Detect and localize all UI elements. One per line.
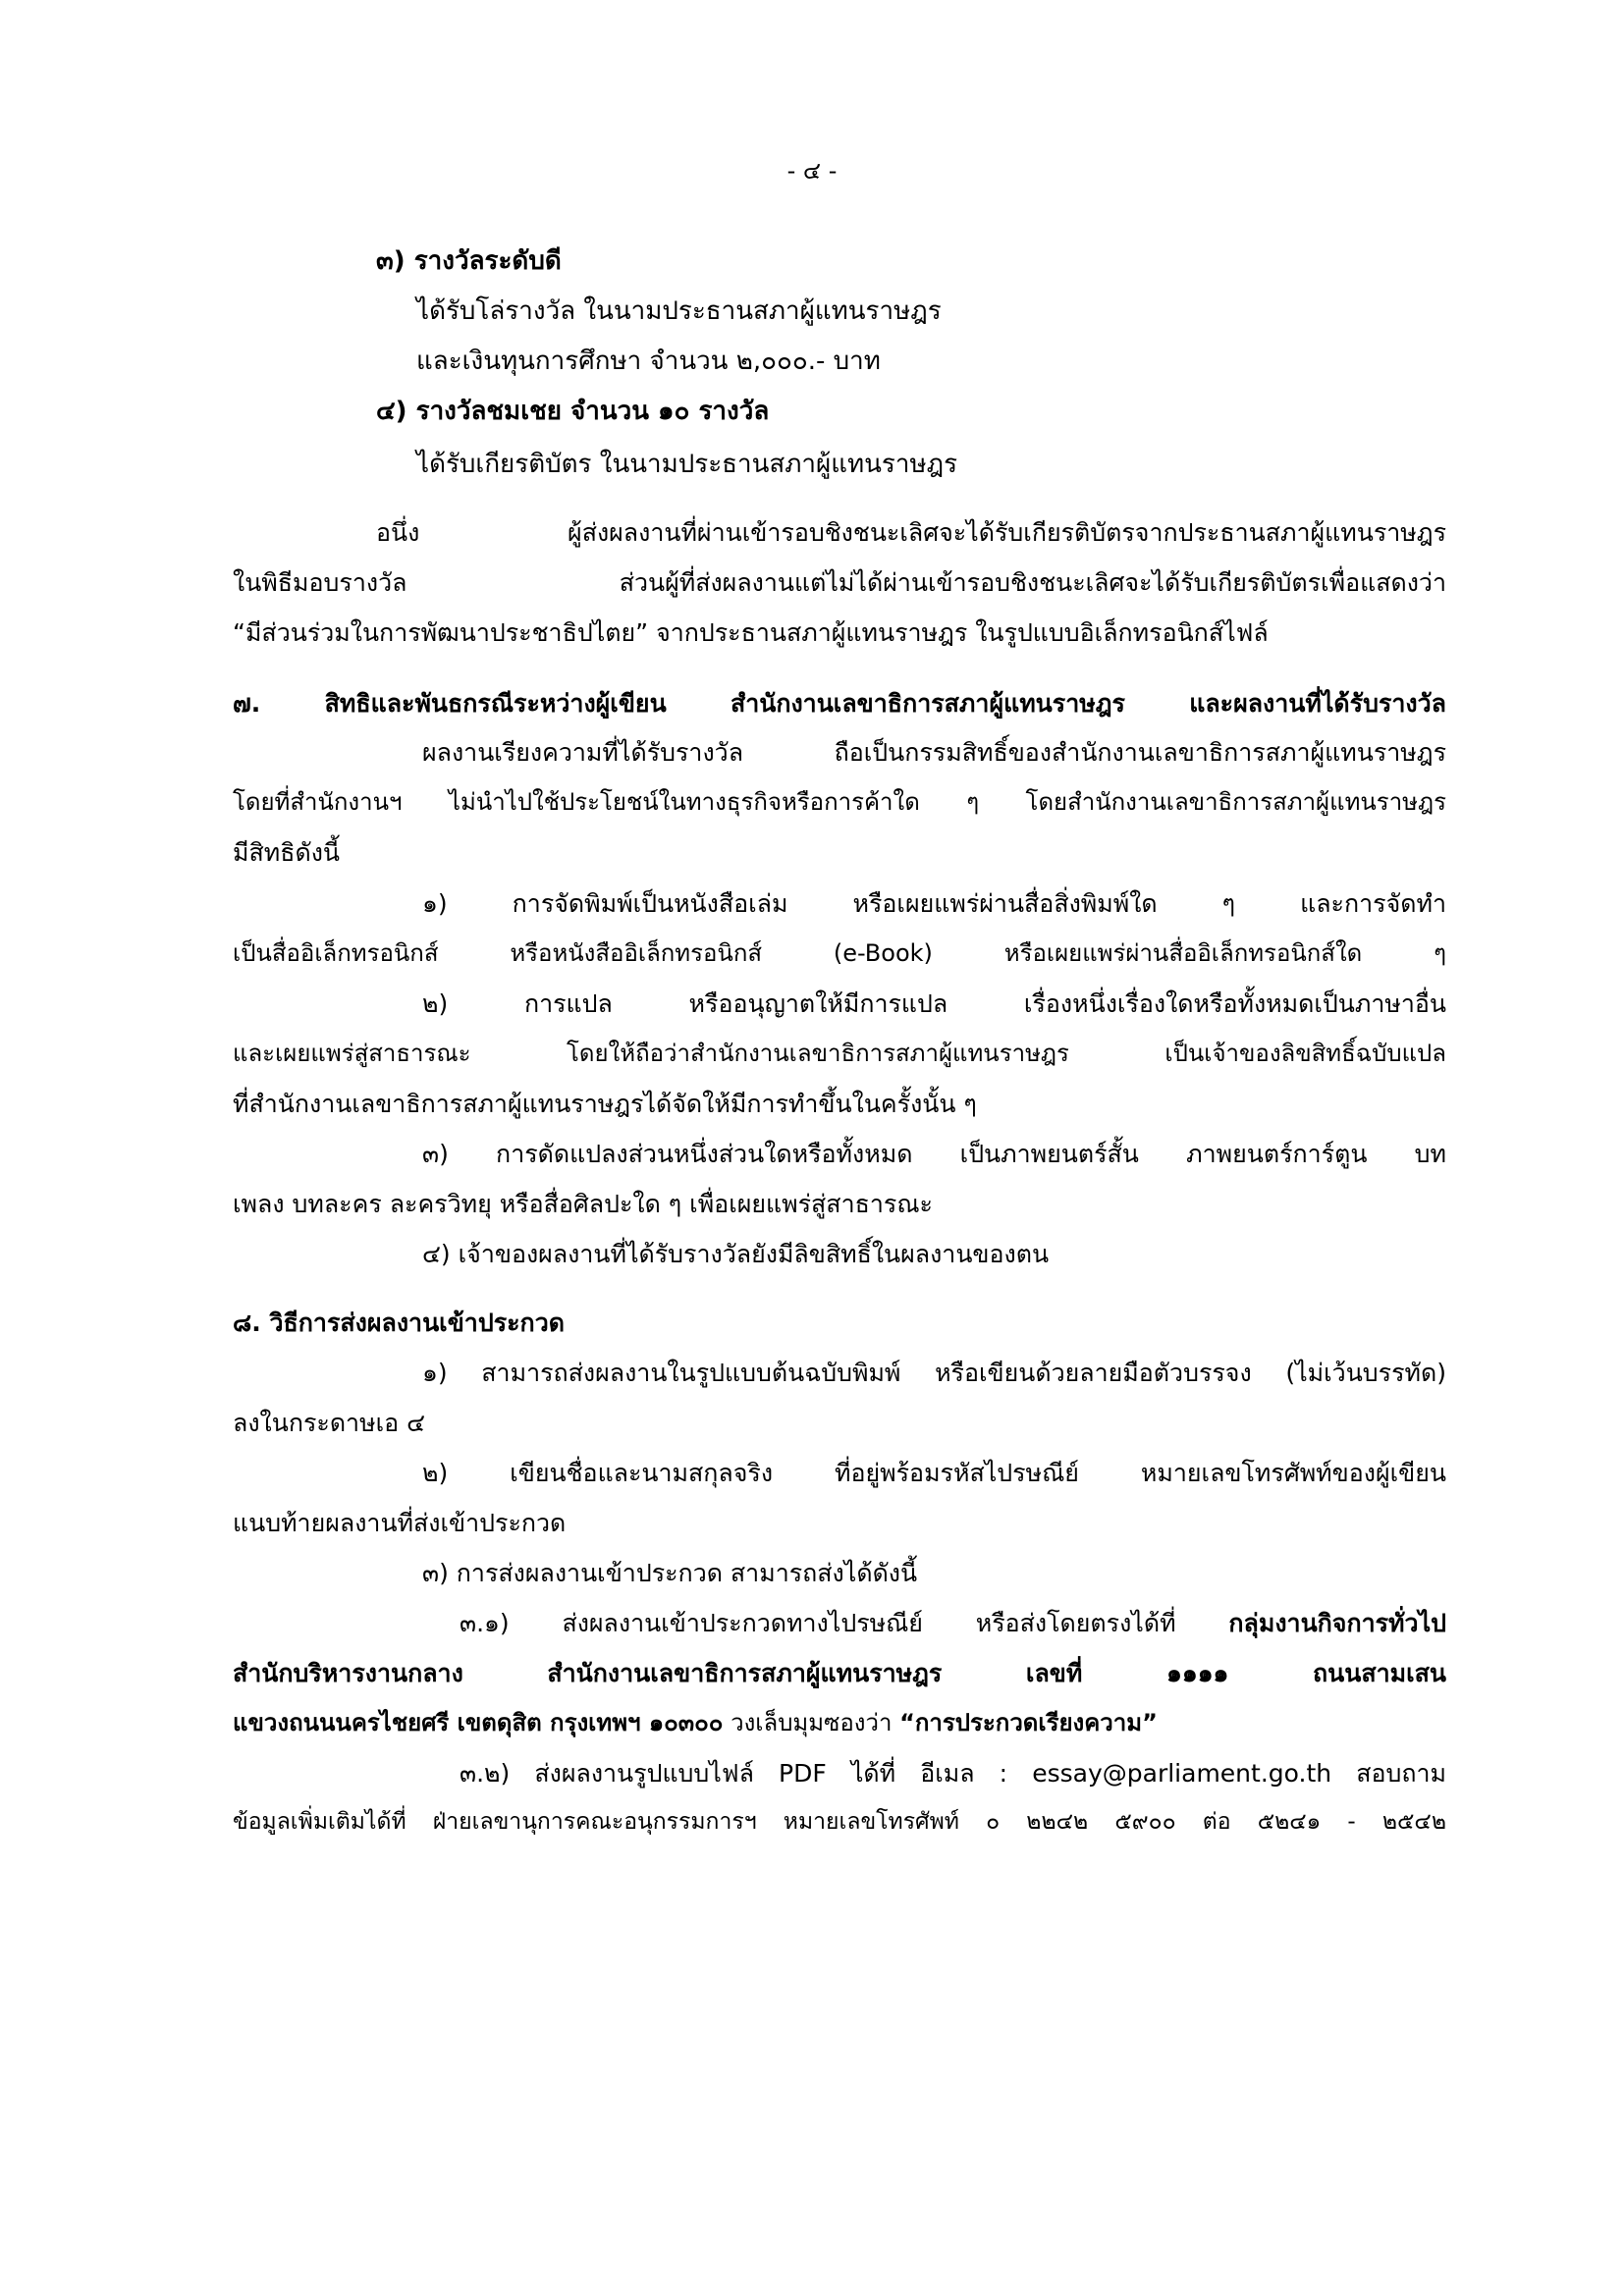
award-good-heading: ๓) รางวัลระดับดี xyxy=(376,246,562,276)
section7-item4-line1: ๔) เจ้าของผลงานที่ได้รับรางวัลยังมีลิขสิทธิ์ในผลงานของตน xyxy=(422,1240,1050,1268)
item31-line3-bold: แขวงถนนนครไชยศรี เขตดุสิต กรุงเทพฯ ๑๐๓๐๐ xyxy=(233,1709,724,1736)
section8-heading: ๘. วิธีการส่งผลงานเข้าประกวด xyxy=(233,1308,565,1337)
item31-prefix: ๓.๑) ส่งผลงานเข้าประกวดทางไปรษณีย์ หรือส่งโดยตรงได้ที่ xyxy=(460,1609,1176,1637)
section7-item3-line1: ๓) การดัดแปลงส่วนหนึ่งส่วนใดหรือทั้งหมด เป็นภาพยนตร์สั้น ภาพยนตร์การ์ตูน บท xyxy=(422,1140,1446,1168)
section8-item31-line2: สำนักบริหารงานกลาง สำนักงานเลขาธิการสภาผู้แทนราษฎร เลขที่ ๑๑๑๑ ถนนสามเสน xyxy=(233,1659,1446,1687)
section8-item32-line1: ๓.๒) ส่งผลงานรูปแบบไฟล์ PDF ได้ที่ อีเมล : essay@parliament.go.th สอบถาม xyxy=(460,1759,1446,1788)
award-honorable-heading: ๔) รางวัลชมเชย จำนวน ๑๐ รางวัล xyxy=(376,397,770,426)
section8-item1-line1: ๑) สามารถส่งผลงานในรูปแบบต้นฉบับพิมพ์ หรือเขียนด้วยลายมือตัวบรรจง (ไม่เว้นบรรทัด) xyxy=(422,1359,1446,1387)
award-note-line3: “มีส่วนร่วมในการพัฒนาประชาธิปไตย” จากประธานสภาผู้แทนราษฎร ในรูปแบบอิเล็กทรอนิกส์ไฟล์ xyxy=(233,618,1269,647)
section8-item1-line2: ลงในกระดาษเอ ๔ xyxy=(233,1409,425,1437)
award-note-line1: อนึ่ง ผู้ส่งผลงานที่ผ่านเข้ารอบชิงชนะเลิศจะได้รับเกียรติบัตรจากประธานสภาผู้แทนราษฎร xyxy=(376,518,1446,547)
section7-item1-line1: ๑) การจัดพิมพ์เป็นหนังสือเล่ม หรือเผยแพร่ผ่านสื่อสิ่งพิมพ์ใด ๆ และการจัดทำ xyxy=(422,889,1446,918)
section7-intro2: โดยที่สำนักงานฯ ไม่นำไปใช้ประโยชน์ในทางธุรกิจหรือการค้าใด ๆ โดยสำนักงานเลขาธิการสภาผู้แทนราษฎร xyxy=(233,788,1446,816)
section7-item2-line1: ๒) การแปล หรืออนุญาตให้มีการแปล เรื่องหนึ่งเรื่องใดหรือทั้งหมดเป็นภาษาอื่น xyxy=(422,989,1446,1018)
section8-item3-line1: ๓) การส่งผลงานเข้าประกวด สามารถส่งได้ดังนี้ xyxy=(422,1559,918,1587)
section7-item1-line2: เป็นสื่ออิเล็กทรอนิกส์ หรือหนังสืออิเล็กทรอนิกส์ (e-Book) หรือเผยแพร่ผ่านสื่ออิเล็กทรอนิกส์ใด ๆ xyxy=(233,939,1446,967)
item31-line3-quote: “การประกวดเรียงความ” xyxy=(899,1709,1158,1736)
section7-intro1: ผลงานเรียงความที่ได้รับรางวัล ถือเป็นกรรมสิทธิ์ของสำนักงานเลขาธิการสภาผู้แทนราษฎร xyxy=(422,738,1446,767)
award-honorable-line1: ได้รับเกียรติบัตร ในนามประธานสภาผู้แทนราษฎร xyxy=(416,450,958,479)
section7-item2-line3: ที่สำนักงานเลขาธิการสภาผู้แทนราษฎรได้จัดให้มีการทำขึ้นในครั้งนั้น ๆ xyxy=(233,1090,977,1118)
section8-item31-line1 xyxy=(460,1611,1446,1635)
section8-item2-line1: ๒) เขียนชื่อและนามสกุลจริง ที่อยู่พร้อมรหัสไปรษณีย์ หมายเลขโทรศัพท์ของผู้เขียน xyxy=(422,1459,1446,1487)
section7-item2-line2: และเผยแพร่สู่สาธารณะ โดยให้ถือว่าสำนักงานเลขาธิการสภาผู้แทนราษฎร เป็นเจ้าของลิขสิทธิ์ฉบับแปล xyxy=(233,1040,1446,1067)
page-number: - ๔ - xyxy=(786,157,838,185)
section8-item31-line3 xyxy=(233,1711,1158,1735)
section8-item32-line2: ข้อมูลเพิ่มเติมได้ที่ ฝ่ายเลขานุการคณะอนุกรรมการฯ หมายเลขโทรศัพท์ ๐ ๒๒๔๒ ๕๙๐๐ ต่อ ๕๒๔๑ - ๒๕๔๒ xyxy=(233,1809,1446,1835)
award-note-line2: ในพิธีมอบรางวัล ส่วนผู้ที่ส่งผลงานแต่ไม่ได้ผ่านเข้ารอบชิงชนะเลิศจะได้รับเกียรติบัตรเพื่อแสดงว่า xyxy=(233,568,1446,597)
award-good-line1: ได้รับโล่รางวัล ในนามประธานสภาผู้แทนราษฎร xyxy=(416,296,942,326)
item31-line3-mid: วงเล็บมุมซองว่า xyxy=(731,1709,893,1736)
item31-bold: กลุ่มงานกิจการทั่วไป xyxy=(1228,1609,1447,1637)
section7-heading: ๗. สิทธิและพันธกรณีระหว่างผู้เขียน สำนักงานเลขาธิการสภาผู้แทนราษฎร และผลงานที่ได้รับรางวัล xyxy=(233,689,1446,718)
section8-item2-line2: แนบท้ายผลงานที่ส่งเข้าประกวด xyxy=(233,1509,567,1537)
section7-item3-line2: เพลง บทละคร ละครวิทยุ หรือสื่อศิลปะใด ๆ เพื่อเผยแพร่สู่สาธารณะ xyxy=(233,1190,933,1218)
award-good-line2: และเงินทุนการศึกษา จำนวน ๒,๐๐๐.- บาท xyxy=(416,347,881,376)
section7-intro3: มีสิทธิดังนี้ xyxy=(233,838,341,867)
